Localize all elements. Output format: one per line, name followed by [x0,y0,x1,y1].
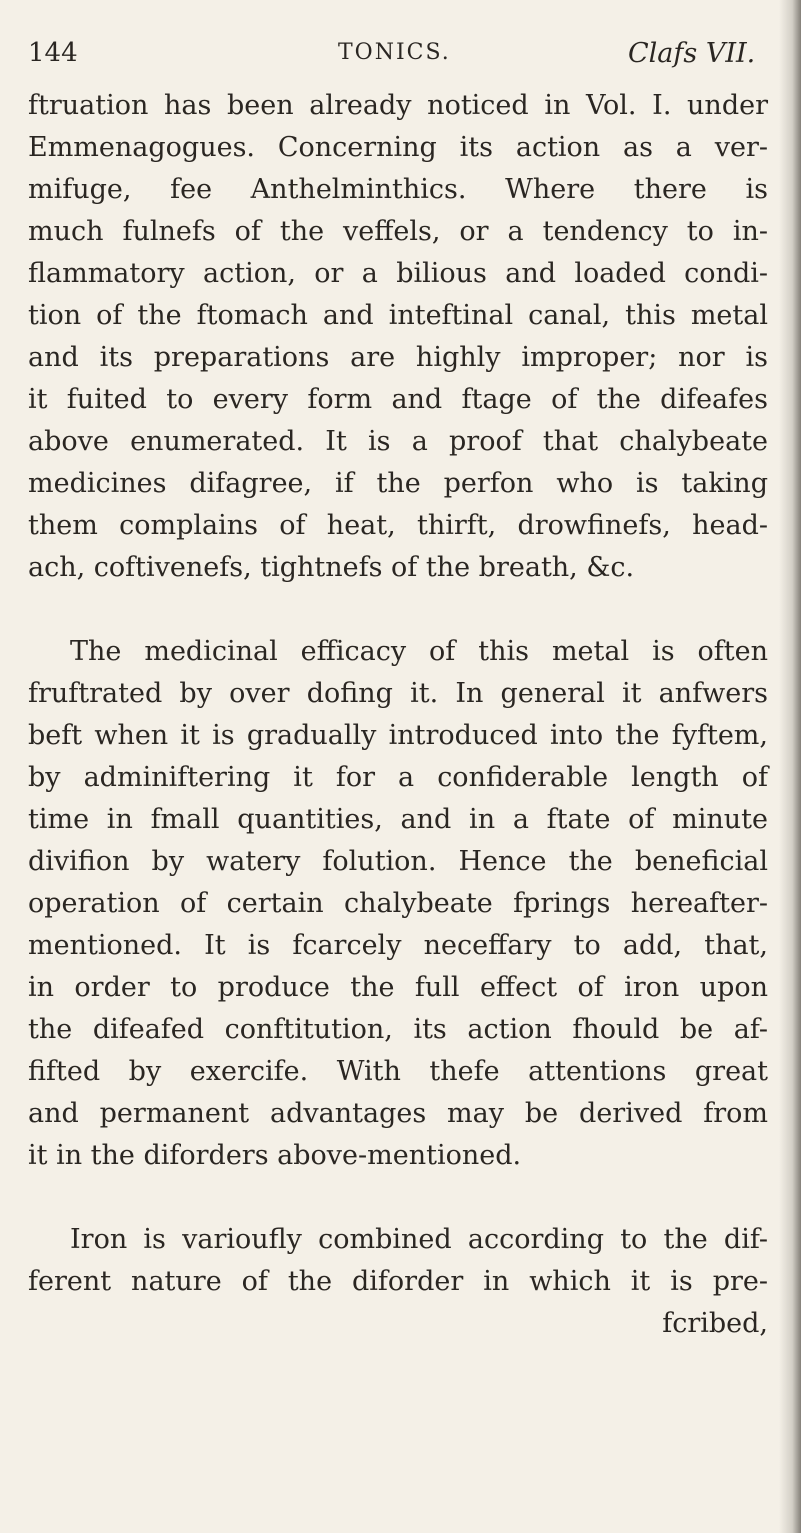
text-line: ftruation has been already noticed in Vol. I. under [28,90,768,121]
text-line: beft when it is gradually introduced into the fyftem, [28,720,768,751]
paragraph-gap [28,1177,768,1219]
catchword: fcribed, [662,1308,768,1339]
text-line: by adminiftering it for a confiderable length of [28,762,768,793]
paragraph-1 [28,85,768,589]
text-line: above enumerated. It is a proof that chalybeate [28,426,768,457]
paragraph-gap [28,589,768,631]
text-line: The medicinal efficacy of this metal is often [70,636,768,667]
page-number: 144 [28,38,78,68]
running-head: TONICS. [338,40,451,65]
text-line: it fuited to every form and ftage of the difeafes [28,384,768,415]
body-text [28,85,768,1345]
text-line: much fulnefs of the veffels, or a tendency to in- [28,216,768,247]
text-line: tion of the ftomach and inteftinal canal, this metal [28,300,768,331]
text-line: fifted by exercife. With thefe attentions great [28,1056,768,1087]
text-line: and its preparations are highly improper; nor is [28,342,768,373]
page-edge-shadow [779,0,801,1533]
text-line: ach, coftivenefs, tightnefs of the breath, &c. [28,552,635,583]
text-line: ferent nature of the diforder in which it is pre- [28,1266,768,1297]
text-line: operation of certain chalybeate fprings hereafter- [28,888,768,919]
text-line: Iron is varioufly combined according to the dif- [70,1224,768,1255]
text-line: and permanent advantages may be derived from [28,1098,768,1129]
text-line: them complains of heat, thirft, drowfinefs, head- [28,510,768,541]
text-line: Emmenagogues. Concerning its action as a ver- [28,132,768,163]
text-line: time in fmall quantities, and in a ftate of minute [28,804,768,835]
paragraph-3 [28,1219,768,1345]
text-line: divifion by watery folution. Hence the beneficial [28,846,768,877]
text-line: medicines difagree, if the perfon who is taking [28,468,768,499]
class-label: Clafs VII. [628,38,756,69]
text-line: flammatory action, or a bilious and loaded condi- [28,258,768,289]
text-line: mifuge, fee Anthelminthics. Where there is [28,174,768,205]
text-line: fruftrated by over dofing it. In general it anfwers [28,678,768,709]
text-line: in order to produce the full effect of iron upon [28,972,768,1003]
paragraph-2 [28,631,768,1177]
text-line: mentioned. It is fcarcely neceffary to add, that, [28,930,768,961]
text-line: it in the diforders above-mentioned. [28,1140,522,1171]
page-header [28,38,768,88]
text-line: the difeafed conftitution, its action fhould be af- [28,1014,768,1045]
